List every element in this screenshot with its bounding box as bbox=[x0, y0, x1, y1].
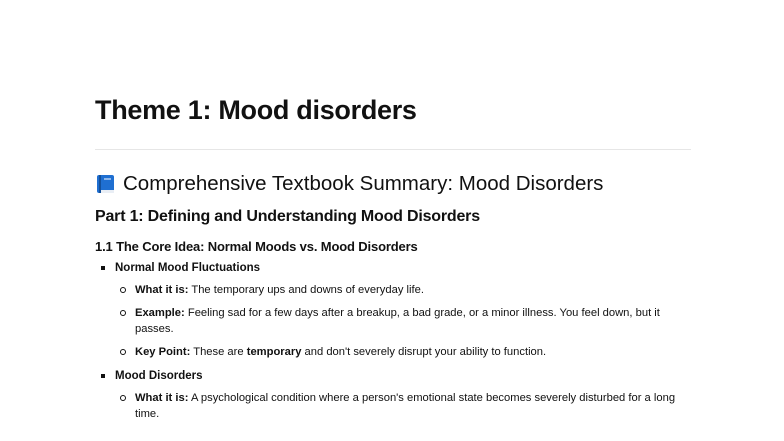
sub-list-item bbox=[115, 390, 691, 422]
sub-item-text: These are bbox=[190, 346, 247, 358]
list-item-label: Normal Mood Fluctuations bbox=[115, 262, 261, 274]
topic-list bbox=[95, 259, 691, 422]
page-title: Theme 1: Mood disorders bbox=[95, 95, 417, 125]
summary-heading bbox=[95, 170, 691, 198]
document-content bbox=[95, 90, 691, 429]
sub-list bbox=[115, 390, 691, 422]
sub-list-item bbox=[115, 305, 691, 337]
sub-item-text: The temporary ups and downs of everyday life. bbox=[188, 284, 424, 296]
square-bullet bbox=[101, 374, 105, 378]
circle-bullet bbox=[120, 310, 126, 316]
list-item bbox=[95, 367, 691, 422]
list-item-label: Mood Disorders bbox=[115, 370, 203, 382]
circle-bullet bbox=[120, 287, 126, 293]
part-heading: Part 1: Defining and Understanding Mood Disorders bbox=[95, 208, 480, 225]
sub-item-label: Example: bbox=[135, 307, 185, 319]
blue-book-icon bbox=[95, 173, 117, 195]
square-bullet bbox=[101, 266, 105, 270]
sub-item-label: Key Point: bbox=[135, 346, 191, 358]
sub-list-item bbox=[115, 344, 691, 360]
sub-item-emphasis: temporary bbox=[246, 346, 302, 358]
sub-item-label: What it is: bbox=[135, 284, 189, 296]
section-heading: 1.1 The Core Idea: Normal Moods vs. Mood Disorders bbox=[95, 239, 418, 254]
title-divider bbox=[95, 149, 691, 150]
sub-item-text: A psychological condition where a person's emotional state becomes severely disturbed for a long time. bbox=[135, 392, 676, 420]
sub-item-text: Feeling sad for a few days after a breakup, a bad grade, or a minor illness. You feel down, but it passes. bbox=[135, 307, 660, 335]
list-item bbox=[95, 259, 691, 360]
sub-list-item bbox=[115, 282, 691, 298]
summary-heading-text: Comprehensive Textbook Summary: Mood Disorders bbox=[123, 172, 604, 195]
sub-item-label: What it is: bbox=[135, 392, 189, 404]
circle-bullet bbox=[120, 395, 126, 401]
sub-list bbox=[115, 282, 691, 360]
sub-item-text: and don't severely disrupt your ability to function. bbox=[301, 346, 547, 358]
circle-bullet bbox=[120, 349, 126, 355]
